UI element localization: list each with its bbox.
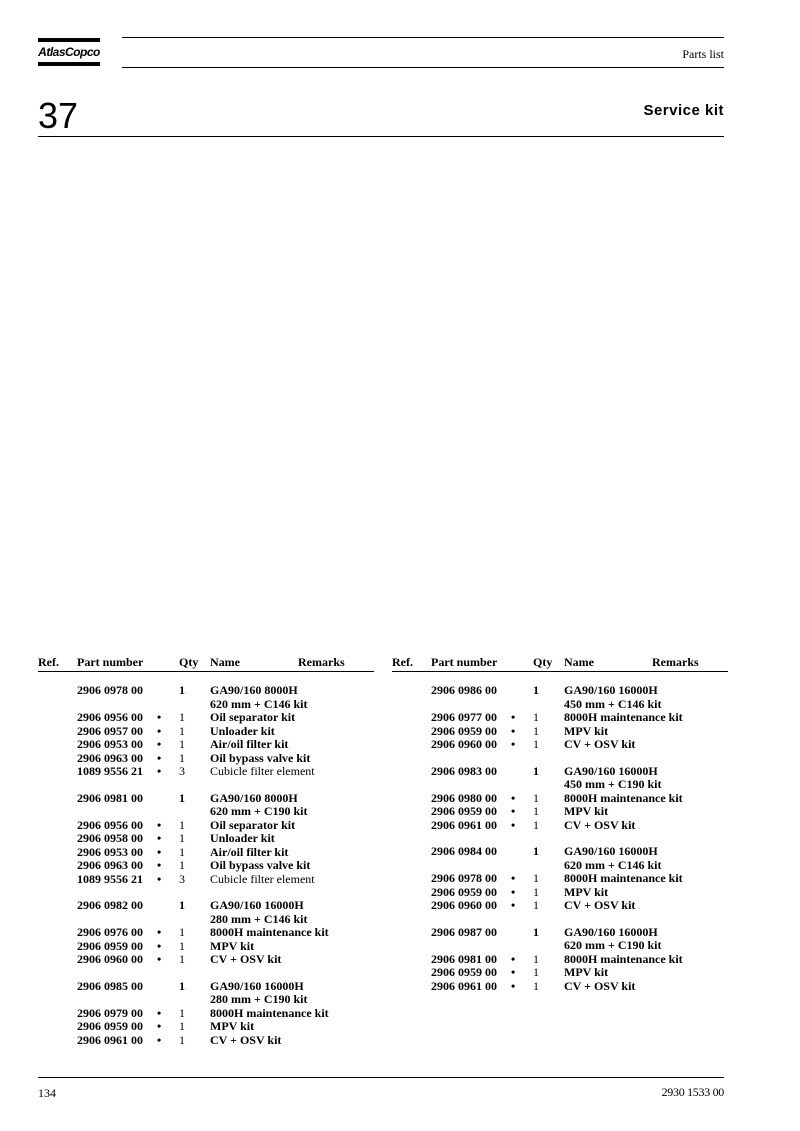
table-row <box>38 953 374 967</box>
header-rule-top <box>122 37 724 38</box>
quantity: 1 <box>179 750 185 765</box>
table-row <box>392 819 728 833</box>
table-row <box>38 899 374 913</box>
quantity: 1 <box>533 737 539 751</box>
part-name: 8000H maintenance kit <box>210 1005 329 1020</box>
part-number: 2906 0958 00 <box>77 831 143 845</box>
part-number: 2906 0960 00 <box>431 898 497 912</box>
col-qty: Qty <box>533 655 553 669</box>
kit-bullet: • <box>157 737 162 751</box>
part-number: 2906 0980 00 <box>431 790 497 805</box>
part-number: 2906 0960 00 <box>77 952 143 966</box>
kit-bullet: • <box>511 710 516 724</box>
part-name: 8000H maintenance kit <box>210 925 329 939</box>
table-row <box>38 805 374 819</box>
quantity: 1 <box>179 898 185 912</box>
kit-bullet: • <box>511 817 516 832</box>
quantity: 1 <box>179 1005 185 1020</box>
quantity: 1 <box>533 884 539 899</box>
table-row <box>392 926 728 940</box>
kit-bullet: • <box>511 737 516 751</box>
parts-rows-left <box>38 684 374 1047</box>
page-number: 134 <box>38 1086 56 1100</box>
part-name: Oil bypass valve kit <box>210 858 311 872</box>
quantity: 1 <box>533 978 539 993</box>
col-ref: Ref. <box>392 655 413 669</box>
part-number: 2906 0981 00 <box>77 790 143 805</box>
part-name: 8000H maintenance kit <box>564 951 683 966</box>
part-name: MPV kit <box>210 938 255 953</box>
kit-bullet: • <box>157 764 162 778</box>
part-name: MPV kit <box>564 723 609 738</box>
table-row <box>392 899 728 913</box>
quantity: 1 <box>179 952 185 966</box>
col-part-number: Part number <box>77 655 144 669</box>
document-number: 2930 1533 00 <box>661 1085 724 1099</box>
kit-bullet: • <box>157 831 162 845</box>
table-row <box>38 738 374 752</box>
quantity: 1 <box>179 683 185 697</box>
table-row <box>392 966 728 980</box>
table-header-rule <box>392 671 728 672</box>
part-name: 8000H maintenance kit <box>564 871 683 885</box>
kit-bullet: • <box>157 925 162 939</box>
quantity: 1 <box>533 844 539 858</box>
col-name: Name <box>210 655 240 669</box>
kit-bullet: • <box>157 952 162 966</box>
part-number: 2906 0956 00 <box>77 710 143 724</box>
table-row <box>38 792 374 806</box>
section-rule <box>38 136 724 137</box>
quantity: 1 <box>179 1019 185 1033</box>
row-spacer <box>38 779 374 792</box>
part-name: Cubicle filter element <box>210 871 315 886</box>
kit-bullet: • <box>157 1005 162 1020</box>
table-header <box>38 655 374 670</box>
part-number: 2906 0953 00 <box>77 737 143 751</box>
part-number: 2906 0976 00 <box>77 925 143 939</box>
kit-bullet: • <box>511 951 516 966</box>
part-name: GA90/160 16000H <box>564 924 658 939</box>
col-remarks: Remarks <box>298 655 345 669</box>
table-header-rule <box>38 671 374 672</box>
quantity: 1 <box>179 925 185 939</box>
table-row <box>392 872 728 886</box>
table-row <box>392 792 728 806</box>
quantity: 3 <box>179 871 185 886</box>
table-row <box>38 980 374 994</box>
part-number: 2906 0957 00 <box>77 723 143 738</box>
row-spacer <box>38 967 374 980</box>
part-number: 2906 0984 00 <box>431 844 497 858</box>
part-name: Cubicle filter element <box>210 764 315 778</box>
table-row <box>392 980 728 994</box>
part-name: Oil bypass valve kit <box>210 750 311 765</box>
quantity: 3 <box>179 764 185 778</box>
col-qty: Qty <box>179 655 199 669</box>
table-row <box>392 684 728 698</box>
part-number: 2906 0960 00 <box>431 737 497 751</box>
footer-rule <box>38 1077 724 1078</box>
table-row <box>38 873 374 887</box>
col-part-number: Part number <box>431 655 498 669</box>
kit-bullet: • <box>157 858 162 872</box>
part-number: 2906 0979 00 <box>77 1005 143 1020</box>
table-row <box>38 1034 374 1048</box>
part-name: 450 mm + C146 kit <box>564 696 662 711</box>
kit-bullet: • <box>157 938 162 953</box>
kit-bullet: • <box>511 804 516 818</box>
part-name: GA90/160 8000H <box>210 790 298 805</box>
part-name: 620 mm + C190 kit <box>564 938 662 952</box>
logo-bar-top <box>38 38 100 42</box>
part-number: 2906 0961 00 <box>431 817 497 832</box>
quantity: 1 <box>179 844 185 859</box>
table-row <box>392 845 728 859</box>
quantity: 1 <box>533 804 539 818</box>
part-number: 2906 0959 00 <box>431 804 497 818</box>
quantity: 1 <box>179 737 185 751</box>
part-number: 2906 0959 00 <box>431 723 497 738</box>
header-rule-bottom <box>122 67 724 68</box>
col-ref: Ref. <box>38 655 59 669</box>
kit-bullet: • <box>511 790 516 805</box>
part-name: CV + OSV kit <box>564 737 636 751</box>
part-number: 2906 0956 00 <box>77 817 143 832</box>
part-name: GA90/160 16000H <box>564 683 658 697</box>
part-name: 280 mm + C146 kit <box>210 911 308 926</box>
part-number: 2906 0981 00 <box>431 951 497 966</box>
part-name: 8000H maintenance kit <box>564 710 683 724</box>
table-row <box>392 953 728 967</box>
part-number: 2906 0977 00 <box>431 710 497 724</box>
part-number: 2906 0959 00 <box>77 938 143 953</box>
part-name: CV + OSV kit <box>564 898 636 912</box>
quantity: 1 <box>533 723 539 738</box>
part-number: 1089 9556 21 <box>77 871 143 886</box>
part-name: 620 mm + C146 kit <box>564 857 662 872</box>
part-name: GA90/160 16000H <box>564 763 658 778</box>
part-number: 2906 0978 00 <box>77 683 143 697</box>
table-row <box>38 819 374 833</box>
parts-table-right <box>392 655 728 993</box>
table-row <box>38 940 374 954</box>
section-number: 37 <box>38 95 79 136</box>
table-row <box>392 698 728 712</box>
quantity: 1 <box>179 831 185 845</box>
part-name: Oil separator kit <box>210 817 296 832</box>
quantity: 1 <box>179 817 185 832</box>
table-row <box>38 725 374 739</box>
table-row <box>392 859 728 873</box>
table-row <box>392 886 728 900</box>
quantity: 1 <box>533 817 539 832</box>
document-type: Parts list <box>682 47 724 61</box>
kit-bullet: • <box>511 898 516 912</box>
part-number: 2906 0963 00 <box>77 750 143 765</box>
table-row <box>392 738 728 752</box>
kit-bullet: • <box>157 723 162 738</box>
quantity: 1 <box>179 1032 185 1047</box>
quantity: 1 <box>179 858 185 872</box>
kit-bullet: • <box>157 844 162 859</box>
part-number: 2906 0986 00 <box>431 683 497 697</box>
quantity: 1 <box>179 938 185 953</box>
part-number: 2906 0963 00 <box>77 858 143 872</box>
col-remarks: Remarks <box>652 655 699 669</box>
part-name: GA90/160 16000H <box>564 844 658 858</box>
quantity: 1 <box>533 790 539 805</box>
kit-bullet: • <box>511 884 516 899</box>
kit-bullet: • <box>157 750 162 765</box>
table-row <box>392 805 728 819</box>
kit-bullet: • <box>511 871 516 885</box>
section-title: Service kit <box>643 102 724 119</box>
part-name: 280 mm + C190 kit <box>210 992 308 1006</box>
part-name: GA90/160 8000H <box>210 683 298 697</box>
part-number: 2906 0982 00 <box>77 898 143 912</box>
part-number: 2906 0953 00 <box>77 844 143 859</box>
quantity: 1 <box>179 710 185 724</box>
kit-bullet: • <box>157 817 162 832</box>
kit-bullet: • <box>511 723 516 738</box>
logo-bar-bottom <box>38 62 100 66</box>
part-name: Unloader kit <box>210 831 275 845</box>
table-row <box>392 765 728 779</box>
part-name: GA90/160 16000H <box>210 978 304 993</box>
part-name: Air/oil filter kit <box>210 737 289 751</box>
part-name: 450 mm + C190 kit <box>564 777 662 791</box>
quantity: 1 <box>533 871 539 885</box>
table-row <box>38 926 374 940</box>
table-row <box>38 711 374 725</box>
part-number: 2906 0987 00 <box>431 924 497 939</box>
table-row <box>38 752 374 766</box>
kit-bullet: • <box>511 965 516 979</box>
part-number: 2906 0983 00 <box>431 763 497 778</box>
table-row <box>38 765 374 779</box>
part-name: Air/oil filter kit <box>210 844 289 859</box>
part-name: MPV kit <box>564 804 609 818</box>
part-name: Oil separator kit <box>210 710 296 724</box>
parts-table-left <box>38 655 374 1047</box>
table-row <box>392 778 728 792</box>
part-name: GA90/160 16000H <box>210 898 304 912</box>
table-row <box>38 846 374 860</box>
part-name: 8000H maintenance kit <box>564 790 683 805</box>
part-number: 2906 0959 00 <box>431 965 497 979</box>
part-number: 2906 0961 00 <box>77 1032 143 1047</box>
kit-bullet: • <box>157 710 162 724</box>
part-name: CV + OSV kit <box>564 817 636 832</box>
table-row <box>38 1020 374 1034</box>
quantity: 1 <box>533 951 539 966</box>
table-header <box>392 655 728 670</box>
table-row <box>38 684 374 698</box>
kit-bullet: • <box>511 978 516 993</box>
table-row <box>392 711 728 725</box>
atlas-copco-logo <box>38 38 100 66</box>
kit-bullet: • <box>157 1032 162 1047</box>
part-name: MPV kit <box>564 884 609 899</box>
part-number: 2906 0961 00 <box>431 978 497 993</box>
table-row <box>38 859 374 873</box>
quantity: 1 <box>179 723 185 738</box>
kit-bullet: • <box>157 871 162 886</box>
part-number: 2906 0959 00 <box>431 884 497 899</box>
part-name: CV + OSV kit <box>210 1032 282 1047</box>
quantity: 1 <box>533 924 539 939</box>
part-name: CV + OSV kit <box>564 978 636 993</box>
part-number: 2906 0959 00 <box>77 1019 143 1033</box>
row-spacer <box>392 913 728 926</box>
part-name: 620 mm + C190 kit <box>210 804 308 818</box>
table-row <box>392 725 728 739</box>
table-row <box>38 1007 374 1021</box>
parts-rows-right <box>392 684 728 993</box>
quantity: 1 <box>533 965 539 979</box>
table-row <box>392 939 728 953</box>
quantity: 1 <box>533 683 539 697</box>
quantity: 1 <box>533 710 539 724</box>
part-name: MPV kit <box>210 1019 255 1033</box>
part-name: MPV kit <box>564 965 609 979</box>
quantity: 1 <box>533 898 539 912</box>
part-number: 2906 0985 00 <box>77 978 143 993</box>
row-spacer <box>392 752 728 765</box>
part-name: CV + OSV kit <box>210 952 282 966</box>
col-name: Name <box>564 655 594 669</box>
quantity: 1 <box>533 763 539 778</box>
quantity: 1 <box>179 978 185 993</box>
part-number: 2906 0978 00 <box>431 871 497 885</box>
table-row <box>38 832 374 846</box>
kit-bullet: • <box>157 1019 162 1033</box>
table-row <box>38 993 374 1007</box>
table-row <box>38 698 374 712</box>
logo-wordmark: AtlasCopco <box>38 45 100 59</box>
table-row <box>38 913 374 927</box>
part-name: Unloader kit <box>210 723 275 738</box>
part-name: 620 mm + C146 kit <box>210 696 308 711</box>
part-number: 1089 9556 21 <box>77 764 143 778</box>
quantity: 1 <box>179 790 185 805</box>
